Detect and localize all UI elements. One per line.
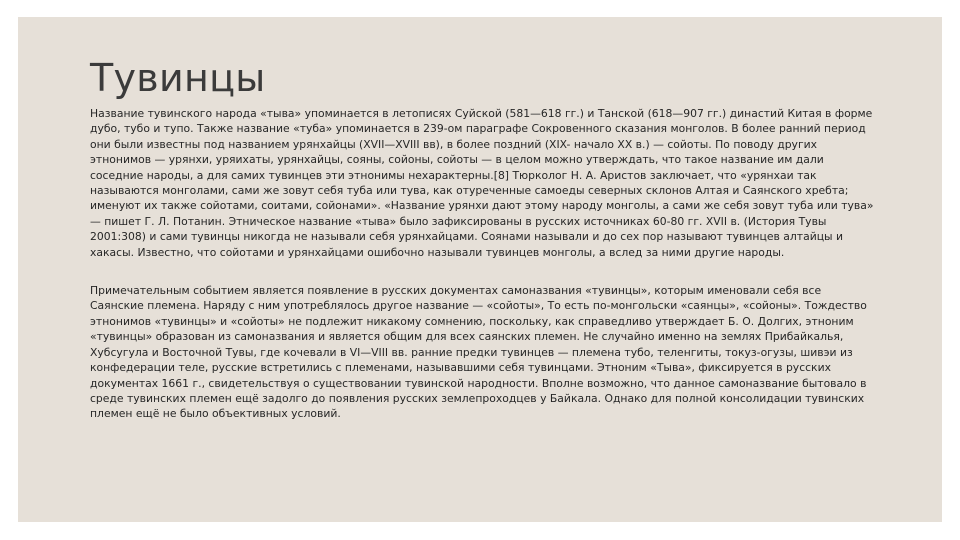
body-paragraph-2: Примечательным событием является появление в русских документах самоназвания «тувинцы», которым именовали себя все Саянские племена. Наряду с ним употреблялось другое название — «сойоты», То есть по-монгольски «саянцы», «сойоны». Тождество этнонимов «тувинцы» и «сойоты» не подлежит никакому сомнению, поскольку, как справедливо утверждает Б. О. Долгих, этноним «тувинцы» образован из самоназвания и является общим для всех саянских племен. Не случайно именно на землях Прибайкалья, Хубсугула и Восточной Тувы, где кочевали в VI—VIII вв. ранние предки тувинцев — племена тубо, теленгиты, токуз-огузы, шивэи из конфедерации теле, русские встретились с племенами, называвшими себя тувинцами. Этноним «Тыва», фиксируется в русских документах 1661 г., свидетельствуя о существовании тувинской народности. Вполне возможно, что данное самоназвание бытовало в среде тувинских племен ещё задолго до появления русских землепроходцев у Байкала. Однако для полной консолидации тувинских племен ещё не было объективных условий. — [90, 284, 867, 421]
slide-title: Тувинцы — [90, 56, 266, 100]
body-paragraph-1: Название тувинского народа «тыва» упоминается в летописях Суйской (581—618 гг.) и Танской (618—907 гг.) династий Китая в форме дубо, тубо и тупо. Также название «туба» упоминается в 239-ом параграфе Сокровенного сказания монголов. В более ранний период они были известны под названием урянхайцы (XVII—XVIII вв), в более поздний (XIX- начало XX в.) — сойоты. По поводу других этнонимов — урянхи, уряихаты, урянхайцы, сояны, сойоны, сойоты — в целом можно утверждать, что такое название им дали соседние народы, а для самих тувинцев эти этнонимы нехарактерны.[8] Тюрколог Н. А. Аристов заключает, что «урянхаи так называются монголами, сами же зовут себя туба или тува, как отуреченные самоеды северных склонов Алтая и Саянского хребта; именуют их также сойотами, соитами, сойонами». «Название урянхи дают этому народу монголы, а сами же себя зовут туба или тува» — пишет Г. Л. Потанин. Этническое название «тыва» было зафиксированы в русских источниках 60-80 гг. XVII в. (История Тувы 2001:308) и сами тувинцы никогда не называли себя урянхайцами. Соянами называли и до сех пор называют тувинцев алтайцы и хакасы. Известно, что сойотами и урянхайцами ошибочно называли тувинцев монголы, а вслед за ними другие народы. — [90, 107, 874, 259]
slide-body — [90, 106, 876, 445]
slide — [18, 17, 942, 522]
